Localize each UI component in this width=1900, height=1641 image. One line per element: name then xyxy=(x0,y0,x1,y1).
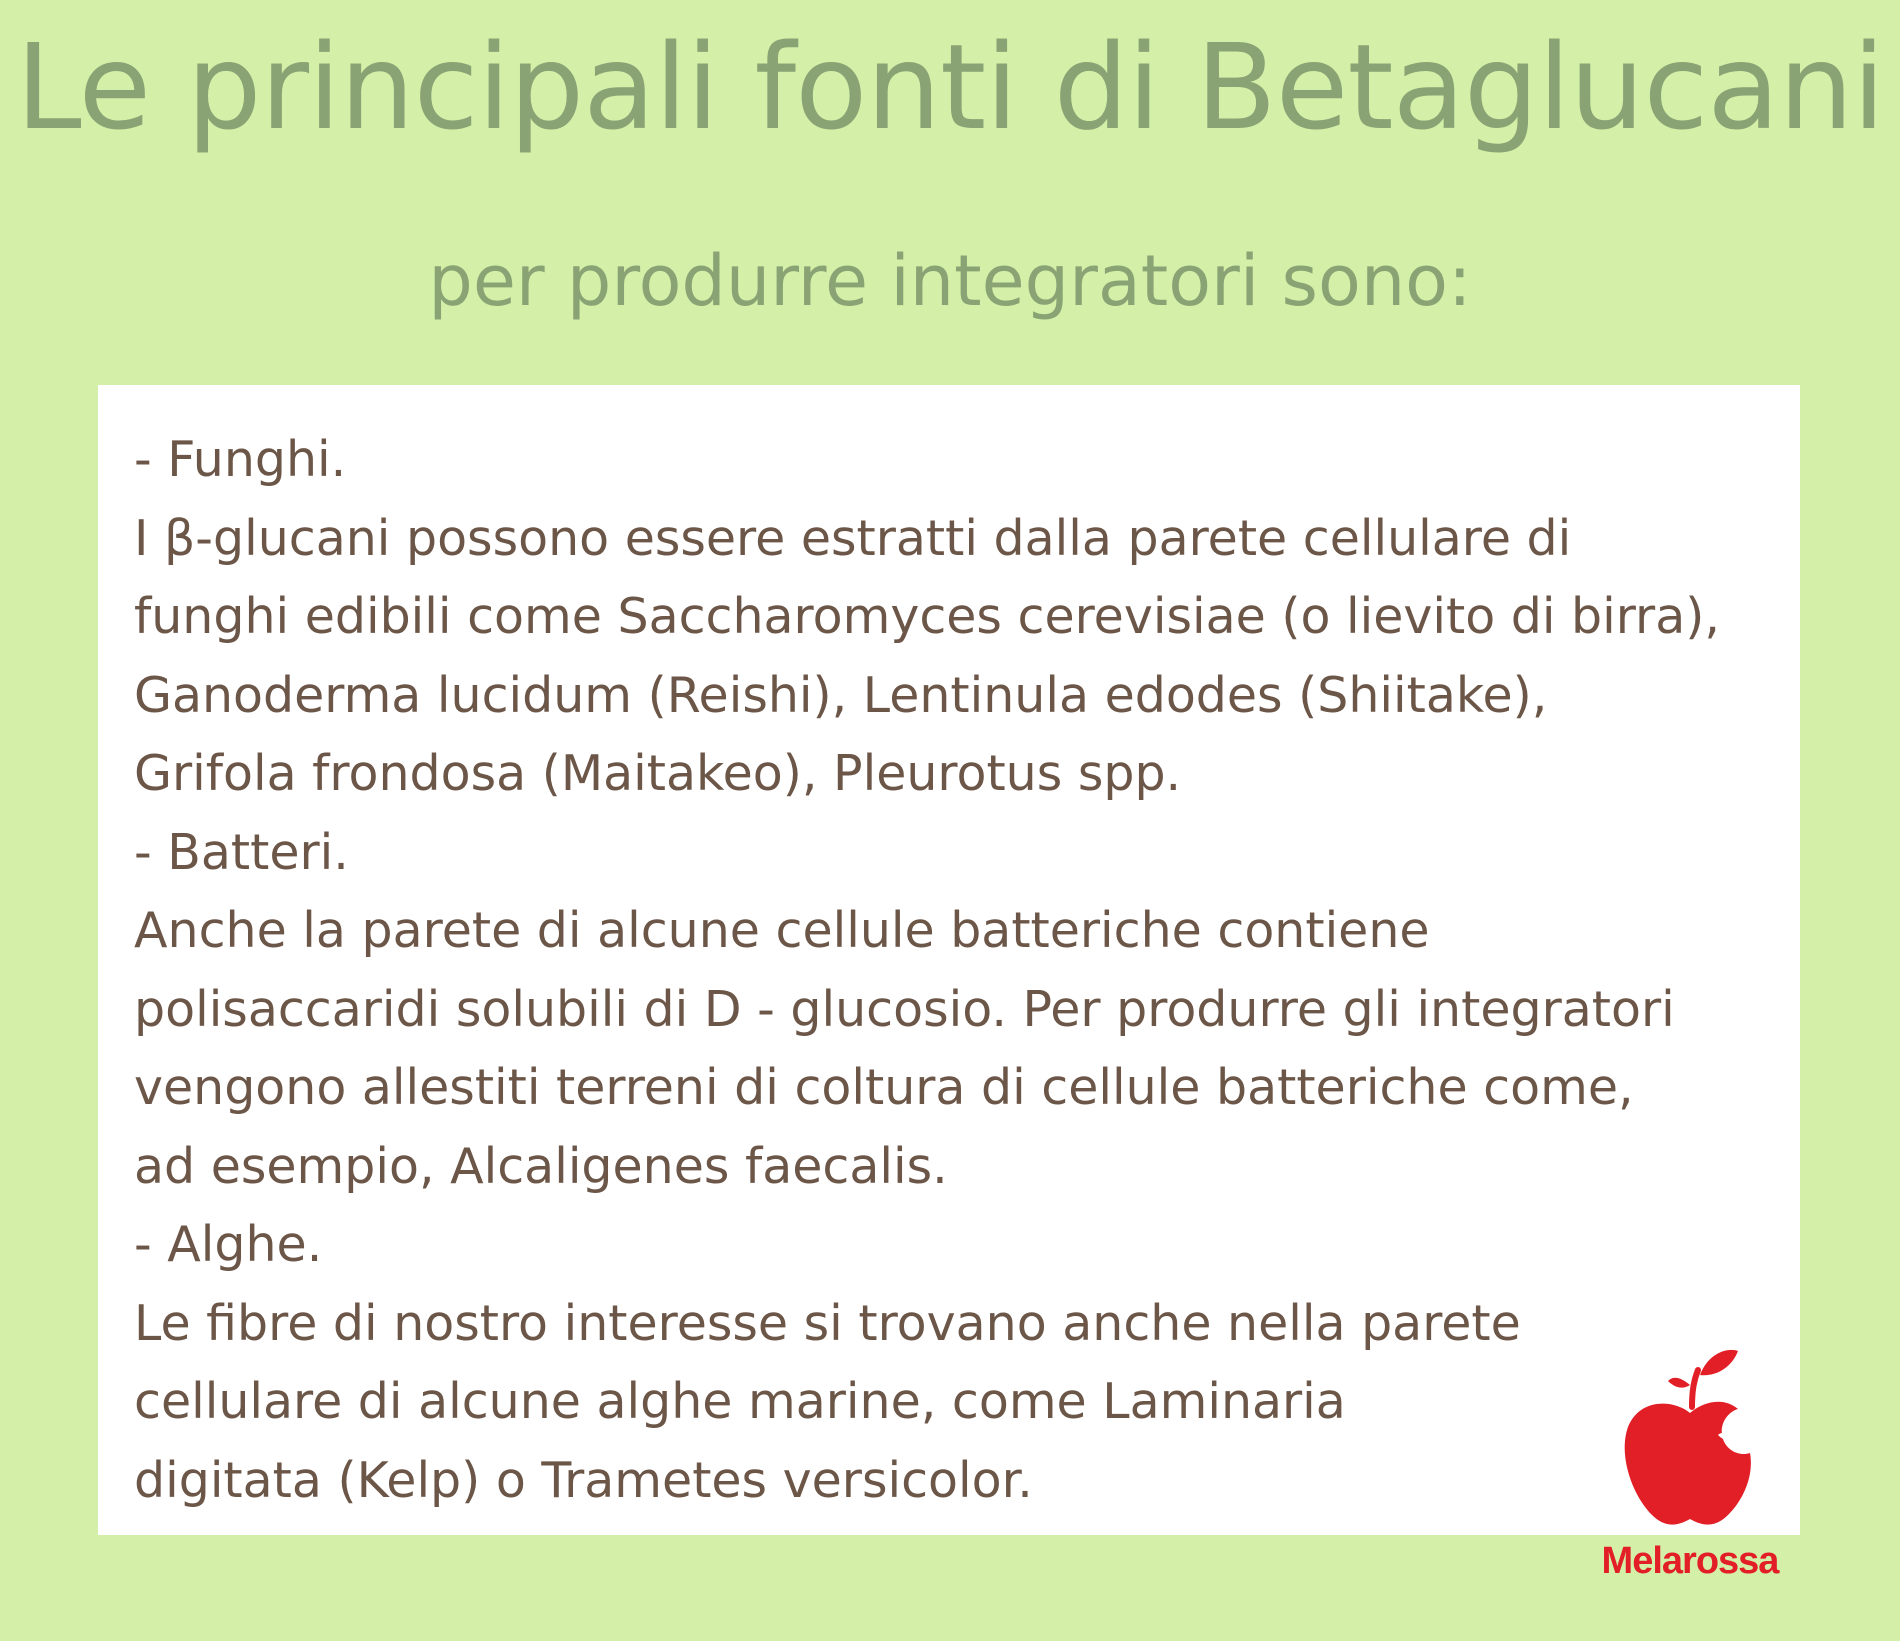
page-subtitle: per produrre integratori sono: xyxy=(428,240,1472,322)
text-line: Grifola frondosa (Maitakeo), Pleurotus spp. xyxy=(134,745,1182,802)
section-heading-funghi: - Funghi. xyxy=(134,431,347,488)
content-card xyxy=(98,385,1800,1535)
text-line: cellulare di alcune alghe marine, come Laminaria xyxy=(134,1373,1346,1430)
text-line: digitata (Kelp) o Trametes versicolor. xyxy=(134,1451,1033,1509)
section-heading-batteri: - Batteri. xyxy=(134,823,349,881)
text-line: Anche la parete di alcune cellule batteriche contiene xyxy=(134,902,1430,959)
text-line: vengono allestiti terreni di coltura di cellule batteriche come, xyxy=(134,1059,1634,1116)
brand-logo xyxy=(1580,1345,1800,1595)
text-line: funghi edibili come Saccharomyces cerevisiae (o lievito di birra), xyxy=(134,588,1720,645)
content-text xyxy=(134,421,1784,1520)
page-title: Le principali fonti di Betaglucani xyxy=(15,18,1885,156)
brand-name: Melarossa xyxy=(1601,1540,1779,1582)
text-line: polisaccaridi solubili di D - glucosio. Per produrre gli integratori xyxy=(134,980,1675,1038)
text-line: Le fibre di nostro interesse si trovano anche nella parete xyxy=(134,1294,1521,1352)
red-apple-icon xyxy=(1620,1345,1760,1535)
text-line: ad esempio, Alcaligenes faecalis. xyxy=(134,1137,948,1195)
section-heading-alghe: - Alghe. xyxy=(134,1216,323,1273)
text-line: I β-glucani possono essere estratti dalla parete cellulare di xyxy=(134,509,1572,567)
text-line: Ganoderma lucidum (Reishi), Lentinula edodes (Shiitake), xyxy=(134,666,1548,724)
